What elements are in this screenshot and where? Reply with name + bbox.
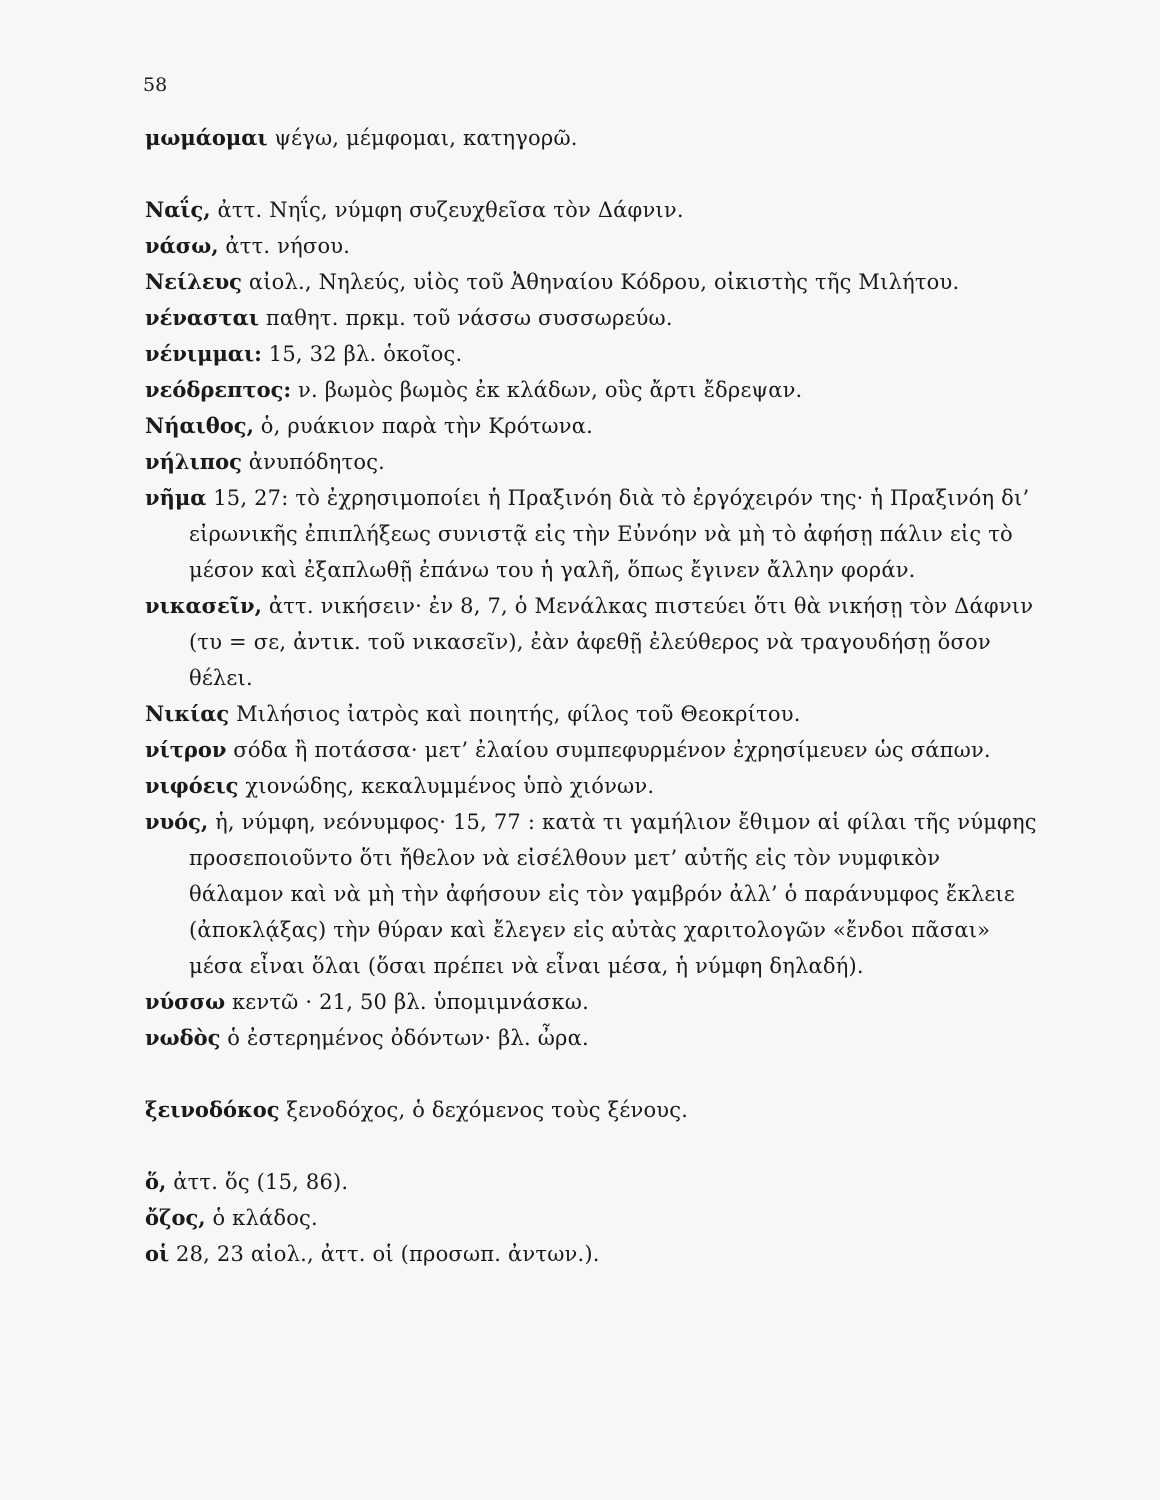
entry-definition: κεντῶ · 21, 50 βλ. ὑπομιμνάσκω.: [225, 990, 589, 1014]
entry-definition: 15, 32 βλ. ὁκοῖος.: [261, 342, 463, 366]
entry-definition: παθητ. πρκμ. τοῦ νάσσω συσσωρεύω.: [259, 306, 673, 330]
entry-headword: νένιμμαι:: [145, 341, 262, 366]
entry-definition: ξενοδόχος, ὁ δεχόμενος τοὺς ξένους.: [279, 1098, 689, 1122]
glossary-entry: [145, 336, 1040, 372]
glossary-entry: [145, 192, 1040, 228]
entry-definition: ἀττ. ὅς (15, 86).: [166, 1170, 349, 1194]
entry-definition: ἀττ. νικήσειν· ἐν 8, 7, ὁ Μενάλκας πιστεύει ὅτι θὰ νικήσῃ τὸν Δάφνιν (τυ = σε, ἀντικ. τοῦ νικασεῖν), ἐὰν ἀφεθῇ ἐλεύθερος νὰ τραγουδήσῃ ὅσον θέλει.: [189, 594, 1034, 690]
glossary-entry: [145, 300, 1040, 336]
entry-definition: αἰολ., Νηλεύς, υἱὸς τοῦ Ἀθηναίου Κόδρου, οἰκιστὴς τῆς Μιλήτου.: [241, 270, 960, 294]
entry-headword: νῆμα: [145, 485, 207, 510]
entry-definition: 15, 27: τὸ ἐχρησιμοποίει ἡ Πραξινόη διὰ τὸ ἐργόχειρόν της· ἡ Πραξινόη δι’ εἰρωνικῆς ἐπιπλήξεως συνιστᾷ εἰς τὴν Εὐνόην νὰ μὴ τὸ ἀφήσῃ πάλιν εἰς τὸ μέσον καὶ ἐξαπλωθῇ ἐπάνω του ἡ γαλῆ, ὅπως ἔγινεν ἄλλην φοράν.: [189, 486, 1030, 582]
entry-headword: ὄζος,: [145, 1205, 206, 1230]
entry-definition: σόδα ἢ ποτάσσα· μετ’ ἐλαίου συμπεφυρμένον ἐχρησίμευεν ὡς σάπων.: [226, 738, 991, 762]
glossary-entry: [145, 228, 1040, 264]
glossary-entry: [145, 732, 1040, 768]
entry-headword: νύσσω: [145, 989, 226, 1014]
glossary-entry: [145, 1200, 1040, 1236]
glossary-entry: [145, 264, 1040, 300]
glossary-entry: [145, 372, 1040, 408]
glossary-entry: [145, 588, 1040, 696]
entry-definition: χιονώδης, κεκαλυμμένος ὑπὸ χιόνων.: [238, 774, 655, 798]
entry-headword: Νείλευς: [145, 269, 242, 294]
entry-headword: νένασται: [145, 305, 260, 330]
entry-headword: ξεινοδόκος: [145, 1097, 280, 1122]
glossary-entries: [145, 120, 1040, 1272]
glossary-entry: [145, 804, 1040, 984]
glossary-entry: [145, 768, 1040, 804]
entry-headword: Νήαιθος,: [145, 413, 254, 438]
entry-headword: νεόδρεπτος:: [145, 377, 292, 402]
entry-definition: ὁ, ρυάκιον παρὰ τὴν Κρότωνα.: [253, 414, 593, 438]
glossary-entry: [145, 1236, 1040, 1272]
glossary-entry: [145, 1020, 1040, 1056]
entry-headword: νωδὸς: [145, 1025, 221, 1050]
entry-headword: νήλιπος: [145, 449, 242, 474]
entry-headword: μωμάομαι: [145, 125, 268, 150]
entry-definition: ἀνυπόδητος.: [241, 450, 386, 474]
entry-headword: νικασεῖν,: [145, 593, 262, 618]
entry-headword: νάσω,: [145, 233, 219, 258]
entry-definition: ὁ ἐστερημένος ὀδόντων· βλ. ὦρα.: [220, 1026, 589, 1050]
page-number: 58: [143, 74, 168, 96]
glossary-entry: [145, 444, 1040, 480]
entry-definition: Μιλήσιος ἰατρὸς καὶ ποιητής, φίλος τοῦ Θεοκρίτου.: [229, 702, 801, 726]
glossary-entry: [145, 1164, 1040, 1200]
entry-headword: νιφόεις: [145, 773, 239, 798]
glossary-entry: [145, 984, 1040, 1020]
entry-definition: ἀττ. Νηΐς, νύμφη συζευχθεῖσα τὸν Δάφνιν.: [210, 198, 684, 222]
entry-headword: ὅ,: [145, 1169, 167, 1194]
glossary-entry: [145, 120, 1040, 156]
glossary-entry: [145, 696, 1040, 732]
entry-definition: ψέγω, μέμφομαι, κατηγορῶ.: [267, 126, 578, 150]
entry-definition: ἀττ. νήσου.: [218, 234, 351, 258]
entry-headword: Νικίας: [145, 701, 230, 726]
entry-definition: 28, 23 αἰολ., ἀττ. οἱ (προσωπ. ἀντων.).: [169, 1242, 600, 1266]
entry-definition: ἡ, νύμφη, νεόνυμφος· 15, 77 : κατὰ τι γαμήλιον ἔθιμον αἱ φίλαι τῆς νύμφης προσεποιοῦντο ὅτι ἤθελον νὰ εἰσέλθουν μετ’ αὐτῆς εἰς τὸν νυμφικὸν θάλαμον καὶ νὰ μὴ τὴν ἀφήσουν εἰς τὸν γαμβρόν ἀλλ’ ὁ παράνυμφος ἔκλειε (ἀποκλᾴξας) τὴν θύραν καὶ ἔλεγεν εἰς αὐτὰς χαριτολογῶν «ἔνδοι πᾶσαι» μέσα εἶναι ὅλαι (ὅσαι πρέπει νὰ εἶναι μέσα, ἡ νύμφη δηλαδή).: [189, 810, 1037, 978]
glossary-entry: [145, 1092, 1040, 1128]
entry-headword: Ναΐς,: [145, 197, 211, 222]
entry-headword: νυός,: [145, 809, 209, 834]
glossary-entry: [145, 408, 1040, 444]
entry-definition: ν. βωμὸς βωμὸς ἐκ κλάδων, οὓς ἄρτι ἔδρεψαν.: [291, 378, 803, 402]
entry-definition: ὁ κλάδος.: [205, 1206, 318, 1230]
entry-headword: νίτρον: [145, 737, 227, 762]
glossary-entry: [145, 480, 1040, 588]
entry-headword: οἱ: [145, 1241, 170, 1266]
